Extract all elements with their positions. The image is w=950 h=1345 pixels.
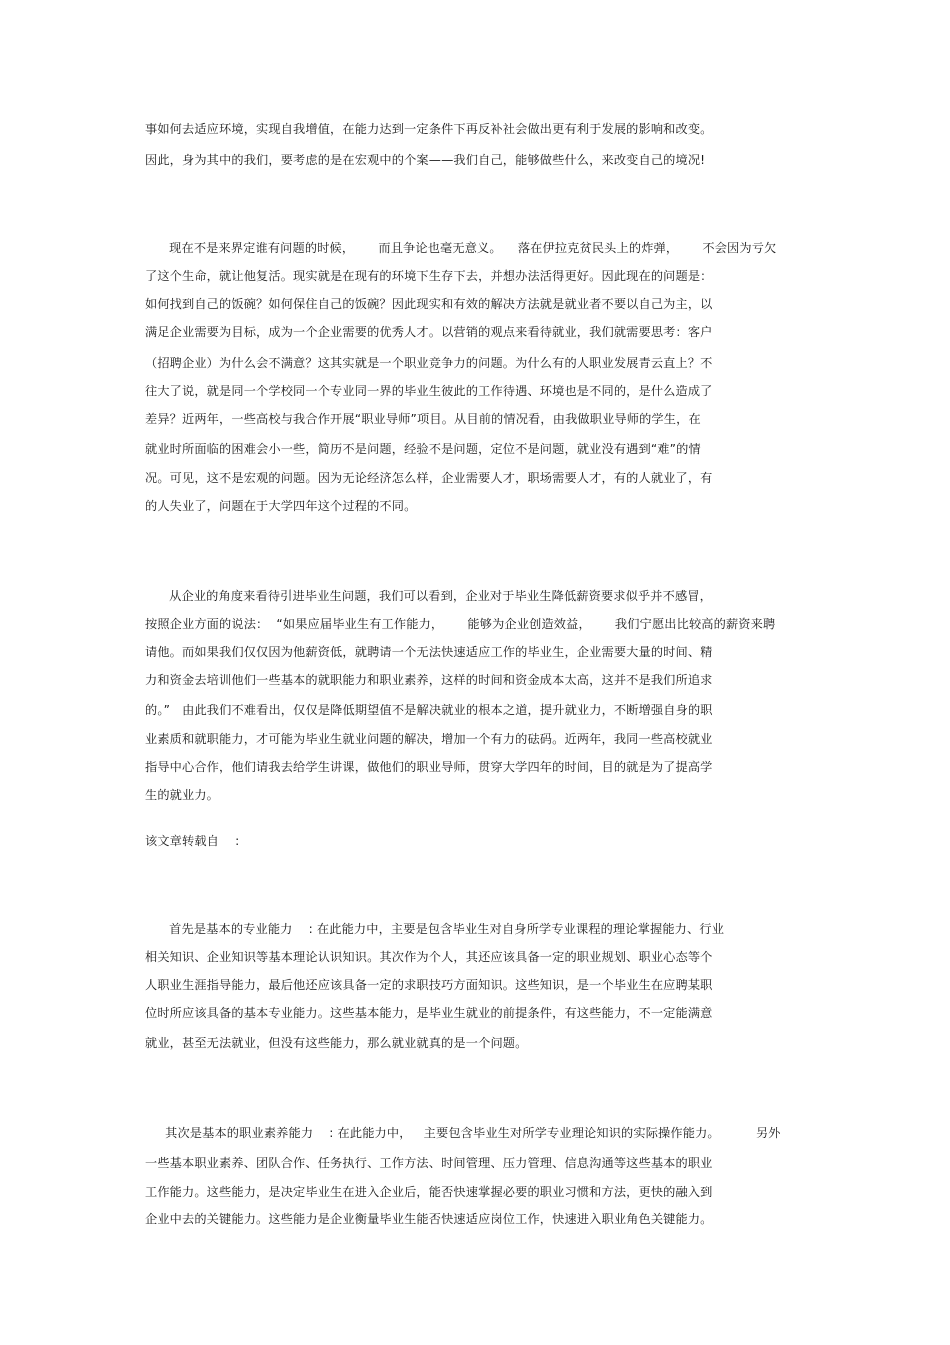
text-line: 就业，甚至无法就业，但没有这些能力，那么就业就真的是一个问题。 (145, 1036, 528, 1050)
text-line: 其次是基本的职业素养能力 : 在此能力中， 主要包含毕业生对所学专业理论知识的实际操作能力。 另外 (145, 1126, 781, 1140)
text-line: 生的就业力。 (145, 788, 220, 802)
text-line: 一些基本职业素养、团队合作、任务执行、工作方法、时间管理、压力管理、信息沟通等这些基本的职业 (145, 1156, 713, 1170)
text-line: 位时所应该具备的基本专业能力。这些基本能力，是毕业生就业的前提条件，有这些能力，不一定能满意 (145, 1006, 713, 1020)
text-line: 差异？近两年，一些高校与我合作开展“职业导师”项目。从目前的情况看，由我做职业导师的学生，在 (145, 412, 701, 426)
text-line: 如何找到自己的饭碗？如何保住自己的饭碗？因此现实和有效的解决方法就是就业者不要以自己为主，以 (145, 297, 713, 311)
text-line: 况。可见，这不是宏观的问题。因为无论经济怎么样，企业需要人才，职场需要人才，有的人就业了，有 (145, 471, 713, 485)
text-line: 因此，身为其中的我们，要考虑的是在宏观中的个案——我们自己，能够做些什么，来改变自己的境况! (145, 153, 706, 167)
text-line: 从企业的角度来看待引进毕业生问题，我们可以看到，企业对于毕业生降低薪资要求似乎并不感冒， (145, 589, 712, 603)
text-line: 的。” 由此我们不难看出，仅仅是降低期望值不是解决就业的根本之道，提升就业力，不断增强自身的职 (145, 703, 713, 717)
text-line: 的人失业了，问题在于大学四年这个过程的不同。 (145, 499, 417, 513)
text-line: 按照企业方面的说法： “如果应届毕业生有工作能力， 能够为企业创造效益， 我们宁愿出比较高的薪资来聘 (145, 617, 776, 631)
text-line: 了这个生命，就让他复活。现实就是在现有的环境下生存下去，并想办法活得更好。因此现在的问题是： (145, 269, 713, 283)
text-line: 现在不是来界定谁有问题的时候， 而且争论也毫无意义。 落在伊拉克贫民头上的炸弹， 不会因为亏欠 (145, 241, 777, 255)
text-line: 相关知识、企业知识等基本理论认识知识。其次作为个人，其还应该具备一定的职业规划、职业心态等个 (145, 950, 713, 964)
text-line: 指导中心合作，他们请我去给学生讲课，做他们的职业导师，贯穿大学四年的时间，目的就是为了提高学 (145, 760, 713, 774)
text-line: 力和资金去培训他们一些基本的就职能力和职业素养，这样的时间和资金成本太高，这并不是我们所追求 (145, 673, 713, 687)
text-line: 请他。而如果我们仅仅因为他薪资低，就聘请一个无法快速适应工作的毕业生，企业需要大量的时间、精 (145, 645, 713, 659)
text-line: 业素质和就职能力，才可能为毕业生就业问题的解决，增加一个有力的砝码。近两年，我同一些高校就业 (145, 732, 713, 746)
text-line: 满足企业需要为目标，成为一个企业需要的优秀人才。以营销的观点来看待就业，我们就需要思考：客户 (145, 325, 713, 339)
text-line: 往大了说，就是同一个学校同一个专业同一界的毕业生彼此的工作待遇、环境也是不同的，是什么造成了 (145, 384, 713, 398)
text-line: 人职业生涯指导能力，最后他还应该具备一定的求职技巧方面知识。这些知识，是一个毕业生在应聘某职 (145, 978, 713, 992)
text-line: 企业中去的关键能力。这些能力是企业衡量毕业生能否快速适应岗位工作，快速进入职业角色关键能力。 (145, 1212, 713, 1226)
text-line: 就业时所面临的困难会小一些，简历不是问题，经验不是问题，定位不是问题，就业没有遇到“难”的情 (145, 442, 701, 456)
source-note: 该文章转载自 : (145, 834, 240, 848)
text-line: 首先是基本的专业能力 : 在此能力中，主要是包含毕业生对自身所学专业课程的理论掌握能力、行业 (145, 922, 725, 936)
text-line: （招聘企业）为什么会不满意？这其实就是一个职业竞争力的问题。为什么有的人职业发展青云直上？不 (145, 356, 713, 370)
text-line: 事如何去适应环境，实现自我增值，在能力达到一定条件下再反补社会做出更有利于发展的影响和改变。 (145, 122, 713, 136)
text-line: 工作能力。这些能力，是决定毕业生在进入企业后，能否快速掌握必要的职业习惯和方法，更快的融入到 (145, 1185, 713, 1199)
